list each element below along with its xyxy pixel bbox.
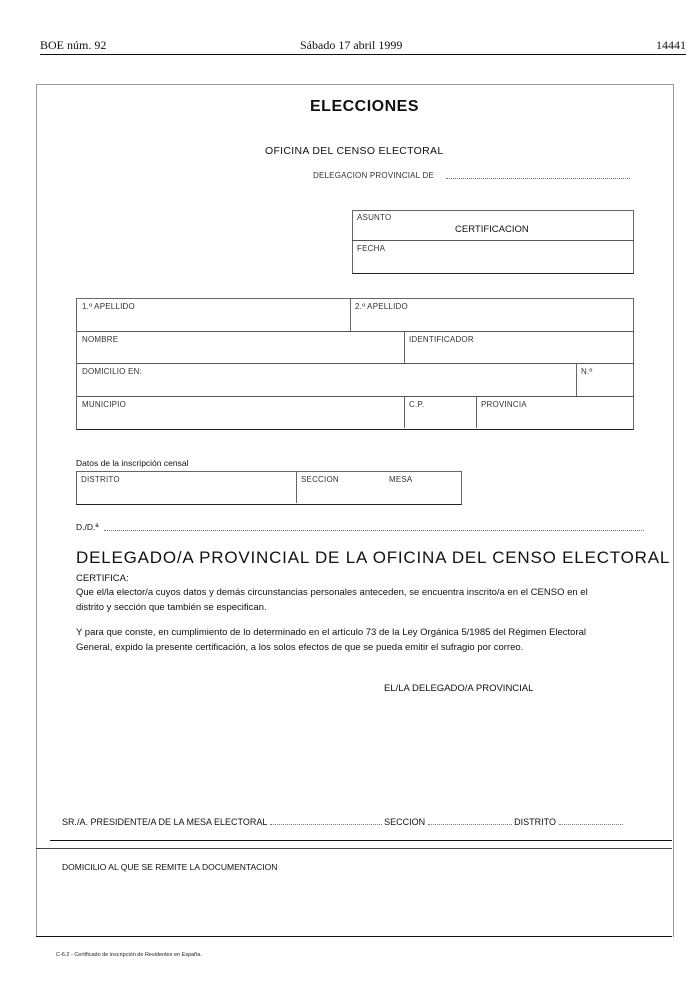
cp-field[interactable]: C.P. bbox=[409, 400, 425, 409]
boe-date: Sábado 17 abril 1999 bbox=[300, 38, 403, 52]
office-title: OFICINA DEL CENSO ELECTORAL bbox=[265, 145, 444, 157]
certification-paragraph-1 bbox=[76, 585, 656, 615]
domicilio-remite-label: DOMICILIO AL QUE SE REMITE LA DOCUMENTACION bbox=[62, 862, 278, 872]
distrito-field[interactable] bbox=[559, 824, 623, 825]
asunto-label: ASUNTO bbox=[357, 213, 392, 222]
delegation-label: DELEGACION PROVINCIAL DE bbox=[313, 171, 434, 180]
signature-label: EL/LA DELEGADO/A PROVINCIAL bbox=[384, 683, 534, 694]
census-distrito-field[interactable]: DISTRITO bbox=[81, 475, 120, 484]
dd-label: D./D.ª bbox=[76, 522, 99, 532]
numero-field[interactable]: N.º bbox=[581, 367, 593, 376]
certification-paragraph-2 bbox=[76, 625, 656, 655]
col-divider bbox=[350, 298, 351, 331]
form-title: ELECCIONES bbox=[310, 98, 420, 115]
asunto-divider bbox=[352, 240, 634, 241]
provincia-field[interactable]: PROVINCIA bbox=[481, 400, 527, 409]
seccion-field[interactable] bbox=[428, 824, 512, 825]
col-divider bbox=[404, 331, 405, 363]
identificador-field[interactable]: IDENTIFICADOR bbox=[409, 335, 474, 344]
nombre-field[interactable]: NOMBRE bbox=[82, 335, 119, 344]
domicilio-field[interactable]: DOMICILIO EN: bbox=[82, 367, 142, 376]
presidente-line bbox=[62, 817, 623, 827]
form-bottom-line bbox=[36, 936, 672, 937]
col-divider bbox=[296, 471, 297, 503]
distrito-label: DISTRITO bbox=[514, 817, 556, 827]
delegation-field[interactable] bbox=[446, 178, 630, 179]
section-divider bbox=[50, 840, 672, 841]
boe-page-header bbox=[40, 38, 686, 55]
presidente-label: SR./A. PRESIDENTE/A DE LA MESA ELECTORAL bbox=[62, 817, 268, 827]
section-divider bbox=[36, 848, 672, 849]
col-divider bbox=[576, 363, 577, 396]
row-divider bbox=[76, 331, 634, 332]
paragraph-1-line-1: Que el/la elector/a cuyos datos y demás circunstancias personales anteceden, se encuentra inscrito/a en el CENSO en el bbox=[76, 587, 588, 598]
personal-data-box bbox=[76, 298, 634, 430]
domicilio-remite-field[interactable] bbox=[62, 876, 662, 934]
apellido1-field[interactable]: 1.º APELLIDO bbox=[82, 302, 135, 311]
seccion-label: SECCION bbox=[384, 817, 426, 827]
presidente-field[interactable] bbox=[270, 824, 382, 825]
municipio-field[interactable]: MUNICIPIO bbox=[82, 400, 127, 409]
col-divider bbox=[476, 396, 477, 428]
census-mesa-field[interactable]: MESA bbox=[389, 475, 413, 484]
boe-issue-number: BOE núm. 92 bbox=[40, 38, 107, 52]
asunto-fecha-box bbox=[352, 210, 634, 274]
census-heading: Datos de la inscripción censal bbox=[76, 458, 189, 468]
paragraph-1-line-2: distrito y sección que también se especifican. bbox=[76, 602, 267, 613]
dd-name-field[interactable] bbox=[104, 530, 644, 531]
apellido2-field[interactable]: 2.º APELLIDO bbox=[355, 302, 408, 311]
form-code-footer: C-6.2 - Certificado de inscripción de Residentes en España. bbox=[56, 952, 202, 958]
row-divider bbox=[76, 396, 634, 397]
asunto-value: CERTIFICACION bbox=[455, 224, 529, 235]
census-seccion-field[interactable]: SECCION bbox=[301, 475, 339, 484]
delegado-heading: DELEGADO/A PROVINCIAL DE LA OFICINA DEL CENSO ELECTORAL bbox=[76, 548, 671, 567]
fecha-label[interactable]: FECHA bbox=[357, 244, 386, 253]
paragraph-2-line-1: Y para que conste, en cumplimiento de lo determinado en el artículo 73 de la Ley Orgánica 5/1985 del Régimen Electoral bbox=[76, 627, 586, 638]
paragraph-2-line-2: General, expido la presente certificación, a los solos efectos de que se pueda emitir el sufragio por correo. bbox=[76, 642, 524, 653]
certifica-label: CERTIFICA: bbox=[76, 573, 129, 584]
col-divider bbox=[404, 396, 405, 428]
row-divider bbox=[76, 363, 634, 364]
boe-page-number: 14441 bbox=[656, 38, 686, 52]
